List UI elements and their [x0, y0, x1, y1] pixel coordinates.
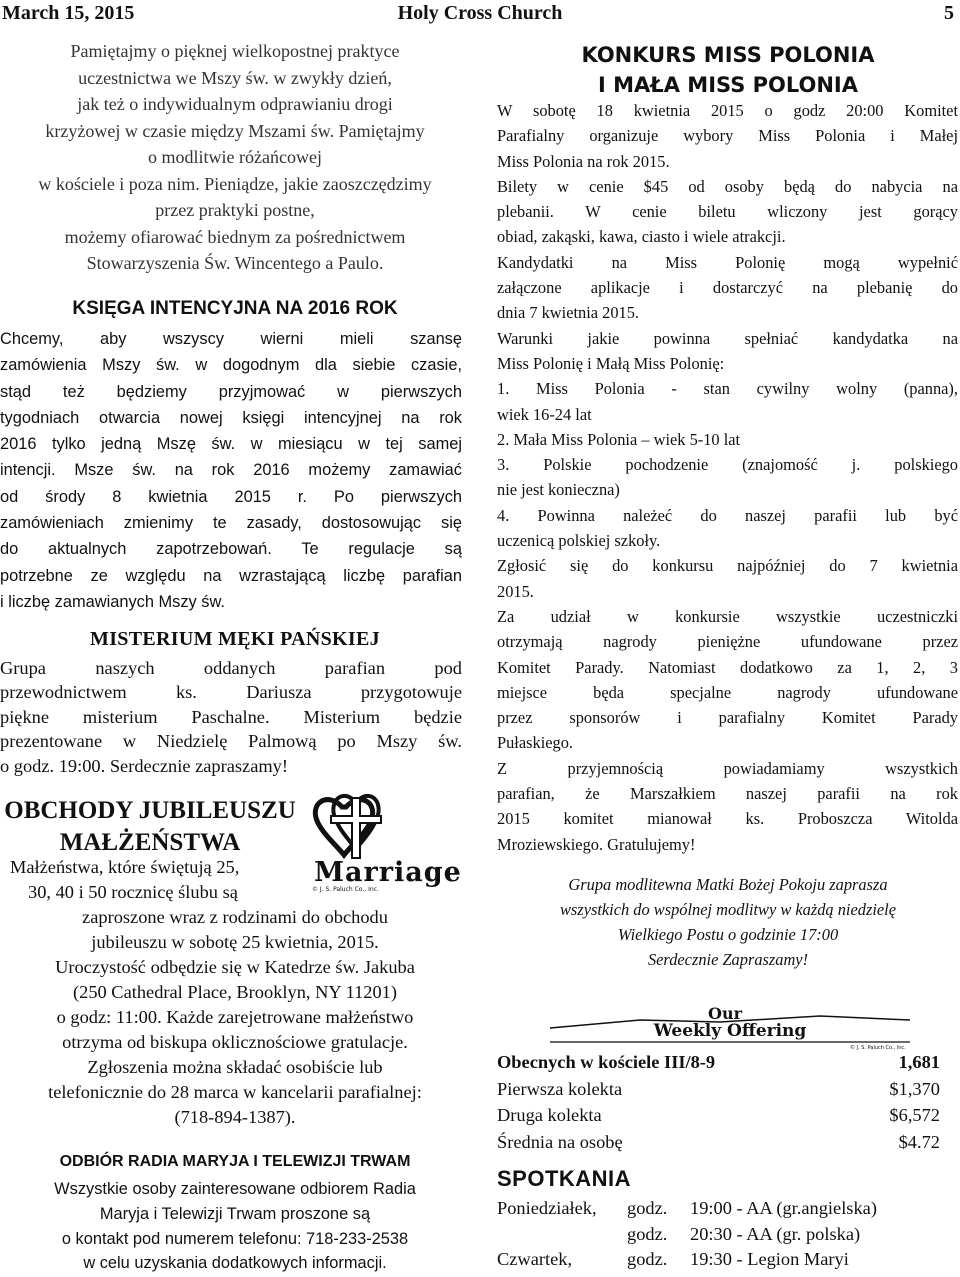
text-line: 30, 40 i 50 rocznicę ślubu są	[28, 882, 238, 902]
table-row	[497, 1049, 940, 1076]
obchody-body	[0, 855, 470, 1130]
text-line: zamówienia Mszy św. w dogodnym dla siebie czasie,	[0, 356, 462, 375]
text-line: Maryja i Telewizji Trwam proszone są	[99, 1204, 371, 1223]
text-line: o godz: 11:00. Każde zarejetrowane małżeństwo	[56, 1007, 414, 1027]
text-line: Wszystkie osoby zainteresowane odbiorem Radia	[54, 1180, 416, 1198]
meeting-day: Czwartek,	[497, 1249, 573, 1269]
row-label: Druga kolekta	[497, 1105, 602, 1125]
prayer-group-notice	[496, 872, 960, 972]
text-line: Serdecznie Zapraszamy!	[647, 950, 809, 969]
text-line: Mroziewskiego. Gratulujemy!	[497, 834, 696, 854]
text-line: o modlitwie różańcowej	[148, 147, 322, 167]
row-value: $6,572	[889, 1105, 940, 1125]
meeting-godz: godz.	[627, 1249, 668, 1269]
meeting-detail: 20:30 - AA (gr. polska)	[690, 1223, 861, 1244]
text-line: Warunki jakie powinna spełniać kandydatka na	[497, 328, 958, 348]
text-line: o godz. 19:00. Serdecznie zapraszamy!	[0, 755, 289, 776]
meeting-day: Poniedziałek,	[497, 1198, 597, 1218]
text-line: tygodniach otwarcia nowej księgi intencyjnej na rok	[0, 408, 462, 427]
text-line: miejsce będa specjalne nagrody ufundowane	[497, 682, 958, 702]
text-line: prezentowane w Niedzielę Palmową po Mszy św.	[0, 731, 462, 752]
text-line: Chcemy, aby wszyscy wierni mieli szansę	[0, 330, 462, 348]
heading-line: OBCHODY JUBILEUSZU	[4, 797, 296, 824]
text-line: jubileuszu w sobotę 25 kwietnia, 2015.	[91, 932, 379, 952]
heading-line: KONKURS MISS POLONIA	[581, 43, 875, 67]
text-line: plebanii. W cenie biletu wliczony jest gorący	[497, 202, 958, 222]
text-line: Grupa modlitewna Matki Bożej Pokoju zaprasza	[568, 875, 888, 894]
weekly-offering-logo	[520, 1002, 940, 1052]
text-line: Stowarzyszenia Św. Wincentego a Paulo.	[86, 253, 384, 273]
row-value: 1,681	[898, 1052, 940, 1072]
text-line: (250 Cathedral Place, Brooklyn, NY 11201)	[73, 982, 397, 1002]
text-line: o kontakt pod numerem telefonu: 718-233-2538	[61, 1229, 409, 1248]
text-line: Pamiętajmy o pięknej wielkopostnej praktyce	[70, 41, 400, 61]
konkurs-heading	[496, 40, 960, 100]
text-line: piękne misterium Paschalne. Misterium będzie	[0, 706, 462, 727]
page-header	[0, 0, 960, 26]
text-line: Miss Polonię i Małą Miss Polonię:	[497, 353, 725, 373]
text-line: intencji. Msze św. na rok 2016 możemy zamawiać	[0, 461, 462, 480]
table-row	[497, 1102, 940, 1129]
text-line: przez praktyki postne,	[155, 200, 315, 220]
text-line: załączone aplikacje i dostarczyć na plebanię do	[497, 278, 958, 298]
text-line: Z przyjemnością powiadamiamy wszystkich	[497, 758, 958, 778]
text-line: Uroczystość odbędzie się w Katedrze św. Jakuba	[55, 957, 415, 977]
text-line: uczenicą polskiej szkoły.	[497, 531, 661, 551]
text-line: jak też o indywidualnym odprawianiu drogi	[77, 94, 393, 114]
text-line: Za udział w konkursie wszystkie uczestniczki	[497, 606, 958, 626]
issue-date: March 15, 2015	[2, 2, 135, 24]
konkurs-body	[497, 98, 958, 857]
text-line: wiek 16-24 lat	[497, 404, 592, 424]
radio-heading: ODBIÓR RADIA MARYJA I TELEWIZJI TRWAM	[59, 1153, 411, 1170]
text-line: możemy ofiarować biednym za pośrednictwem	[64, 226, 406, 247]
row-value: $1,370	[889, 1078, 940, 1099]
text-line: Pułaskiego.	[497, 733, 574, 753]
text-line: stąd też będziemy przyjmować w pierwszych	[0, 382, 462, 401]
text-line: do aktualnych zapotrzebowań. Te regulacje są	[0, 540, 462, 559]
text-line: przewodnictwem ks. Dariusza przygotowuje	[0, 682, 462, 703]
text-line: Wielkiego Postu o godzinie 17:00	[617, 925, 839, 944]
text-line: zaproszone wraz z rodzinami do obchodu	[82, 907, 388, 927]
table-row	[497, 1129, 940, 1156]
list-item	[497, 1222, 957, 1248]
text-line: 2015.	[497, 581, 534, 601]
text-line: Małżeństwa, które świętują 25,	[10, 857, 240, 877]
misterium-body	[0, 656, 462, 778]
text-line: zamówieniach zmienimy te zasady, dostosowując się	[0, 514, 462, 533]
row-value: $4.72	[898, 1131, 940, 1152]
church-name: Holy Cross Church	[397, 2, 563, 24]
text-line: otrzyma od biskupa okliczno​ściowe gratulacje.	[62, 1032, 408, 1052]
text-line: telefonicznie do 28 marca w kancelarii parafialnej:	[48, 1082, 422, 1102]
text-line: przez sponsorów i parafialny Komitet Parady	[497, 708, 958, 728]
text-line: 2016 tylko jedną Mszę św. w miesiącu w tej samej	[0, 435, 462, 454]
row-label: Pierwsza kolekta	[497, 1078, 623, 1099]
spotkania-heading: SPOTKANIA	[497, 1166, 632, 1191]
weekly-logo-title: Weekly Offering	[653, 1021, 807, 1041]
text-line: 4. Powinna należeć do naszej parafii lub być	[497, 505, 958, 525]
row-label: Obecnych w kościele III/8-9	[497, 1052, 716, 1072]
text-line: Miss Polonia na rok 2015.	[497, 151, 670, 171]
text-line: wszystkich do wspólnej modlitwy w każdą niedzielę	[560, 900, 896, 919]
text-line: uczestnictwa we Mszy św. w zwykły dzień,	[78, 67, 392, 88]
table-row	[497, 1076, 940, 1103]
text-line: Bilety w cenie $45 od osoby będą do nabycia na	[497, 176, 958, 196]
text-line: Parafialny organizuje wybory Miss Polonia i Małej	[497, 126, 958, 146]
text-line: nie jest konieczna)	[497, 480, 620, 500]
spotkania-list	[497, 1196, 957, 1273]
text-line: 2. Mała Miss Polonia – wiek 5-10 lat	[497, 429, 741, 449]
text-line: Grupa naszych oddanych parafian pod	[0, 658, 462, 678]
text-line: dnia 7 kwietnia 2015.	[497, 303, 640, 323]
meeting-detail: 19:30 - Legion Maryi	[690, 1249, 849, 1269]
text-line: i liczbę zamawianych Mszy św.	[0, 592, 225, 611]
meeting-godz: godz.	[627, 1223, 668, 1244]
list-item	[497, 1247, 957, 1273]
text-line: Kandydatki na Miss Polonię mogą wypełnić	[497, 252, 958, 272]
text-line: Zgłosić się do konkursu najpóźniej do 7 kwietnia	[497, 556, 958, 576]
ksiega-body	[0, 326, 462, 615]
text-line: 3. Polskie pochodzenie (znajomość j. polskiego	[497, 455, 958, 475]
text-line: (718-894-1387).	[174, 1107, 296, 1127]
text-line: Zgłoszenia można składać osobiście lub	[87, 1057, 383, 1077]
weekly-logo-copyright: © J. S. Paluch Co., Inc.	[850, 1045, 906, 1051]
text-line: otrzymają nagrody pieniężne ufundowane przez	[497, 632, 958, 652]
lent-practice-notice	[0, 38, 470, 277]
text-line: potrzebne ze względu na wzrastającą liczbę parafian	[0, 566, 462, 585]
text-line: krzyżowej w czasie między Mszami św. Pamiętajmy	[45, 120, 425, 141]
obchody-heading	[0, 795, 300, 859]
page-number: 5	[944, 2, 954, 24]
heart-cross-icon	[315, 796, 382, 859]
misterium-heading: MISTERIUM MĘKI PAŃSKIEJ	[90, 628, 380, 650]
text-line: 1. Miss Polonia - stan cywilny wolny (panna),	[497, 379, 958, 399]
offering-table	[497, 1049, 940, 1155]
marriage-word: Marriage	[314, 857, 462, 888]
text-line: od środy 8 kwietnia 2015 r. Po pierwszych	[0, 487, 462, 506]
text-line: 2015 komitet mianował ks. Proboszcza Witolda	[497, 809, 958, 829]
radio-body	[0, 1177, 470, 1276]
text-line: Komitet Parady. Natomiast dodatkowo za 1, 2, 3	[497, 657, 958, 677]
heading-line: MAŁŻEŃSTWA	[59, 829, 241, 856]
meeting-godz: godz.	[627, 1198, 668, 1218]
text-line: obiad, zakąski, kawa, ciasto i wiele atrakcji.	[497, 227, 786, 247]
meeting-detail: 19:00 - AA (gr.angielska)	[690, 1198, 877, 1218]
ksiega-heading: KSIĘGA INTENCYJNA NA 2016 ROK	[72, 298, 398, 319]
heading-line: I MAŁA MISS POLONIA	[597, 73, 859, 97]
text-line: W sobotę 18 kwietnia 2015 o godz 20:00 Komitet	[497, 101, 958, 120]
list-item	[497, 1196, 957, 1222]
row-label: Średnia na osobę	[497, 1131, 623, 1152]
text-line: parafian, że Marszałkiem naszej parafii na rok	[497, 784, 958, 804]
weekly-logo-our: Our	[708, 1004, 742, 1023]
text-line: w kościele i poza nim. Pieniądze, jakie zaoszczędzimy	[38, 173, 432, 194]
text-line: w celu uzyskania dodatkowych informacji.	[83, 1254, 387, 1273]
marriage-copyright: © J. S. Paluch Co., Inc.	[312, 886, 379, 893]
